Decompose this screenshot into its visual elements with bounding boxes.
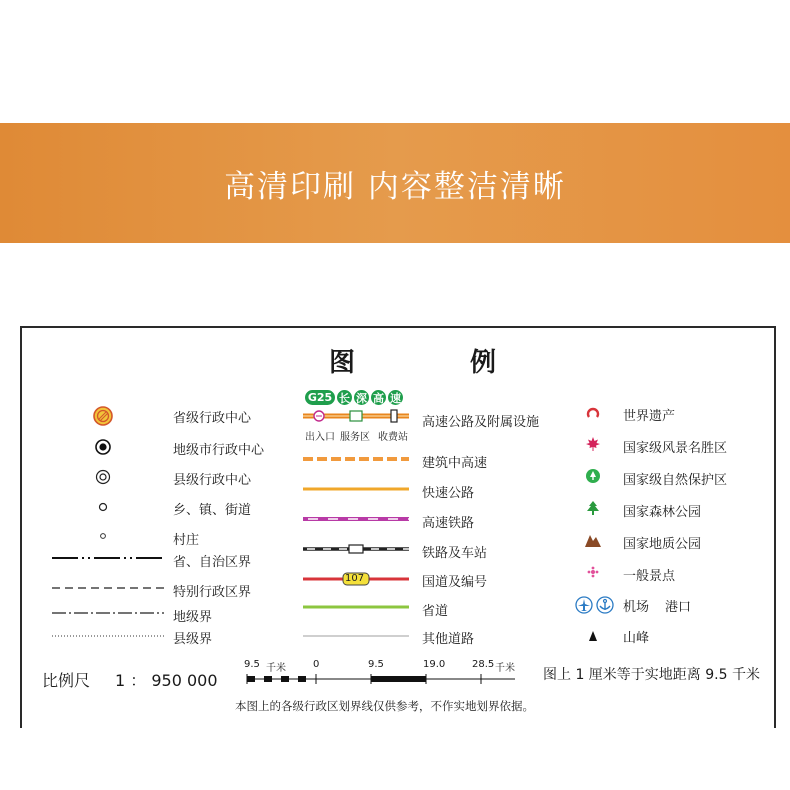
- township-icon: [97, 501, 109, 513]
- village-icon: [98, 531, 108, 541]
- scenic-area-icon: [585, 436, 601, 452]
- province-boundary-line: [52, 553, 164, 563]
- scale-value: 1 ： 950 000: [115, 671, 218, 690]
- facility-entry-label: 出入口: [305, 432, 335, 443]
- sar-boundary-line: [52, 583, 164, 593]
- highway-name-char-2: 深: [356, 391, 367, 405]
- feature-label-3: 国家森林公园: [623, 505, 702, 520]
- attraction-icon: [587, 566, 599, 578]
- railway-station-line: [303, 544, 409, 554]
- road-label-7: 其他道路: [422, 632, 475, 647]
- road-label-2: 快速公路: [422, 486, 475, 501]
- feature-label-7: 山峰: [623, 631, 650, 646]
- admin-label-7: 地级界: [173, 610, 213, 625]
- feature-label-1: 国家级风景名胜区: [623, 441, 728, 456]
- banner-title: 高清印刷 内容整洁清晰: [224, 168, 566, 205]
- feature-label-6b: 港口: [665, 600, 692, 615]
- county-seat-icon: [94, 468, 112, 486]
- county-boundary-line: [52, 632, 164, 640]
- expressway-line: [303, 485, 409, 493]
- highway-under-construction-line: [303, 455, 409, 463]
- legend-title-left: 图: [329, 348, 356, 378]
- banner: [0, 123, 790, 243]
- expressway-facilities-symbol: [303, 408, 409, 424]
- scale-tick-6: 千米: [495, 663, 515, 674]
- provincial-road-line: [303, 603, 409, 611]
- scale-note: 图上 1 厘米等于实地距离 9.5 千米: [543, 667, 760, 683]
- admin-label-8: 县级界: [173, 632, 213, 647]
- admin-label-6: 特别行政区界: [173, 585, 252, 600]
- admin-label-4: 村庄: [173, 533, 200, 548]
- high-speed-rail-line: [303, 515, 409, 523]
- prefecture-city-icon: [94, 438, 112, 456]
- road-label-1: 建筑中高速: [422, 456, 488, 471]
- map-legend: [20, 326, 776, 728]
- provincial-capital-icon: [92, 405, 114, 427]
- scale-tick-5: 28.5: [472, 659, 495, 670]
- legend-title-right: 例: [470, 348, 497, 378]
- prefecture-boundary-line: [52, 608, 164, 618]
- facility-service-label: 服务区: [340, 432, 370, 443]
- scale-label: 比例尺: [42, 671, 91, 690]
- feature-label-2: 国家级自然保护区: [623, 473, 728, 488]
- road-label-3: 高速铁路: [422, 516, 475, 531]
- highway-name-char-3: 高: [373, 391, 384, 405]
- highway-name-char-4: 速: [390, 391, 401, 405]
- admin-label-1: 地级市行政中心: [173, 443, 265, 458]
- admin-label-5: 省、自治区界: [173, 555, 252, 570]
- airport-port-icon: [575, 596, 615, 614]
- admin-label-2: 县级行政中心: [173, 473, 252, 488]
- forest-park-icon: [585, 500, 601, 516]
- nature-reserve-icon: [585, 468, 601, 484]
- scale-tick-1: 千米: [266, 663, 286, 674]
- national-road-number: 107: [345, 573, 365, 584]
- scale-tick-3: 9.5: [368, 659, 384, 670]
- scale-tick-4: 19.0: [423, 659, 446, 670]
- world-heritage-icon: [585, 404, 601, 420]
- feature-label-4: 国家地质公园: [623, 537, 702, 552]
- facility-toll-label: 收费站: [378, 432, 408, 443]
- geopark-icon: [584, 532, 602, 548]
- road-label-4: 铁路及车站: [422, 546, 488, 561]
- road-label-0: 高速公路及附属设施: [422, 415, 540, 430]
- mountain-peak-icon: [588, 630, 598, 642]
- highway-name-char-1: 长: [339, 391, 350, 405]
- other-road-line: [303, 633, 409, 639]
- scale-tick-2: 0: [313, 659, 320, 670]
- scale-bar: [246, 672, 516, 686]
- road-label-5: 国道及编号: [422, 575, 488, 590]
- admin-label-3: 乡、镇、街道: [173, 503, 252, 518]
- scale-tick-0: 9.5: [244, 659, 260, 670]
- admin-label-0: 省级行政中心: [173, 411, 252, 426]
- feature-label-0: 世界遗产: [623, 409, 676, 424]
- feature-label-5: 一般景点: [623, 569, 676, 584]
- boundary-disclaimer: 本图上的各级行政区划界线仅供参考，不作实地划界依据。: [235, 699, 534, 713]
- feature-label-6a: 机场: [623, 600, 650, 615]
- highway-code-badge: G25: [305, 390, 335, 405]
- road-label-6: 省道: [422, 604, 449, 619]
